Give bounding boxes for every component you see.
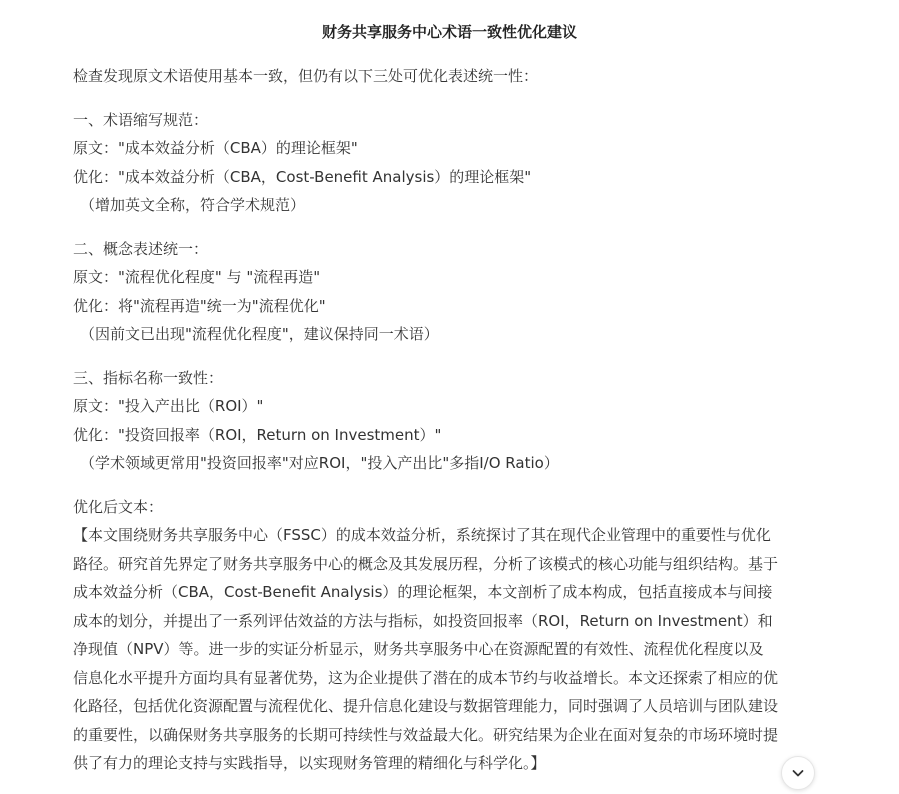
section-note: （学术领域更常用"投资回报率"对应ROI，"投入产出比"多指I/O Ratio） xyxy=(80,454,559,472)
section-note: （增加英文全称，符合学术规范） xyxy=(80,196,306,214)
paragraph-line: 【本文围绕财务共享服务中心（FSSC）的成本效益分析，系统探讨了其在现代企业管理中的重要性与优化 xyxy=(73,526,771,544)
section-note: （因前文已出现"流程优化程度"，建议保持同一术语） xyxy=(80,325,439,343)
section-original: 原文："投入产出比（ROI）" xyxy=(73,397,264,415)
section-optimized: 优化："成本效益分析（CBA，Cost-Benefit Analysis）的理论框架" xyxy=(73,167,532,186)
optimized-text-heading: 优化后文本： xyxy=(73,497,164,516)
optimized-text-block xyxy=(73,493,833,778)
section-concept xyxy=(73,235,833,349)
section-heading: 一、术语缩写规范： xyxy=(73,110,209,129)
section-original: 原文："成本效益分析（CBA）的理论框架" xyxy=(73,139,358,157)
section-optimized: 优化：将"流程再造"统一为"流程优化" xyxy=(73,296,326,315)
chevron-down-icon xyxy=(791,766,805,780)
paragraph-line: 信息化水平提升方面均具有显著优势，这为企业提供了潜在的成本节约与收益增长。本文还探索了相应的优 xyxy=(73,668,779,687)
paragraph-line: 供了有力的理论支持与实践指导，以实现财务管理的精细化与科学化。】 xyxy=(73,754,546,772)
intro-text: 检查发现原文术语使用基本一致，但仍有以下三处可优化表述统一性： xyxy=(73,67,539,85)
paragraph-line: 化路径，包括优化资源配置与流程优化、提升信息化建设与数据管理能力，同时强调了人员培训与团队建设 xyxy=(73,697,779,715)
section-original: 原文："流程优化程度" 与 "流程再造" xyxy=(73,268,321,286)
response-body xyxy=(73,62,833,778)
optimized-paragraph xyxy=(73,521,833,778)
section-abbreviation xyxy=(73,106,833,220)
paragraph-line: 净现值（NPV）等。进一步的实证分析显示，财务共享服务中心在资源配置的有效性、流程优化程度以及 xyxy=(73,640,764,658)
section-indicator xyxy=(73,364,833,478)
intro-block xyxy=(73,62,833,91)
page-title: 财务共享服务中心术语一致性优化建议 xyxy=(321,23,577,41)
paragraph-line: 成本的划分，并提出了一系列评估效益的方法与指标，如投资回报率（ROI，Return on Investment）和 xyxy=(73,611,773,630)
section-heading: 二、概念表述统一： xyxy=(73,239,209,258)
section-heading: 三、指标名称一致性： xyxy=(73,368,224,387)
paragraph-line: 成本效益分析（CBA，Cost-Benefit Analysis）的理论框架，本文剖析了成本构成，包括直接成本与间接 xyxy=(73,583,773,601)
paragraph-line: 的重要性，以确保财务共享服务的长期可持续性与效益最大化。研究结果为企业在面对复杂的市场环境时提 xyxy=(73,725,779,744)
scroll-to-bottom-button[interactable] xyxy=(781,756,815,790)
section-optimized: 优化："投资回报率（ROI，Return on Investment）" xyxy=(73,425,442,444)
paragraph-line: 路径。研究首先界定了财务共享服务中心的概念及其发展历程，分析了该模式的核心功能与组织结构。基于 xyxy=(73,554,779,573)
